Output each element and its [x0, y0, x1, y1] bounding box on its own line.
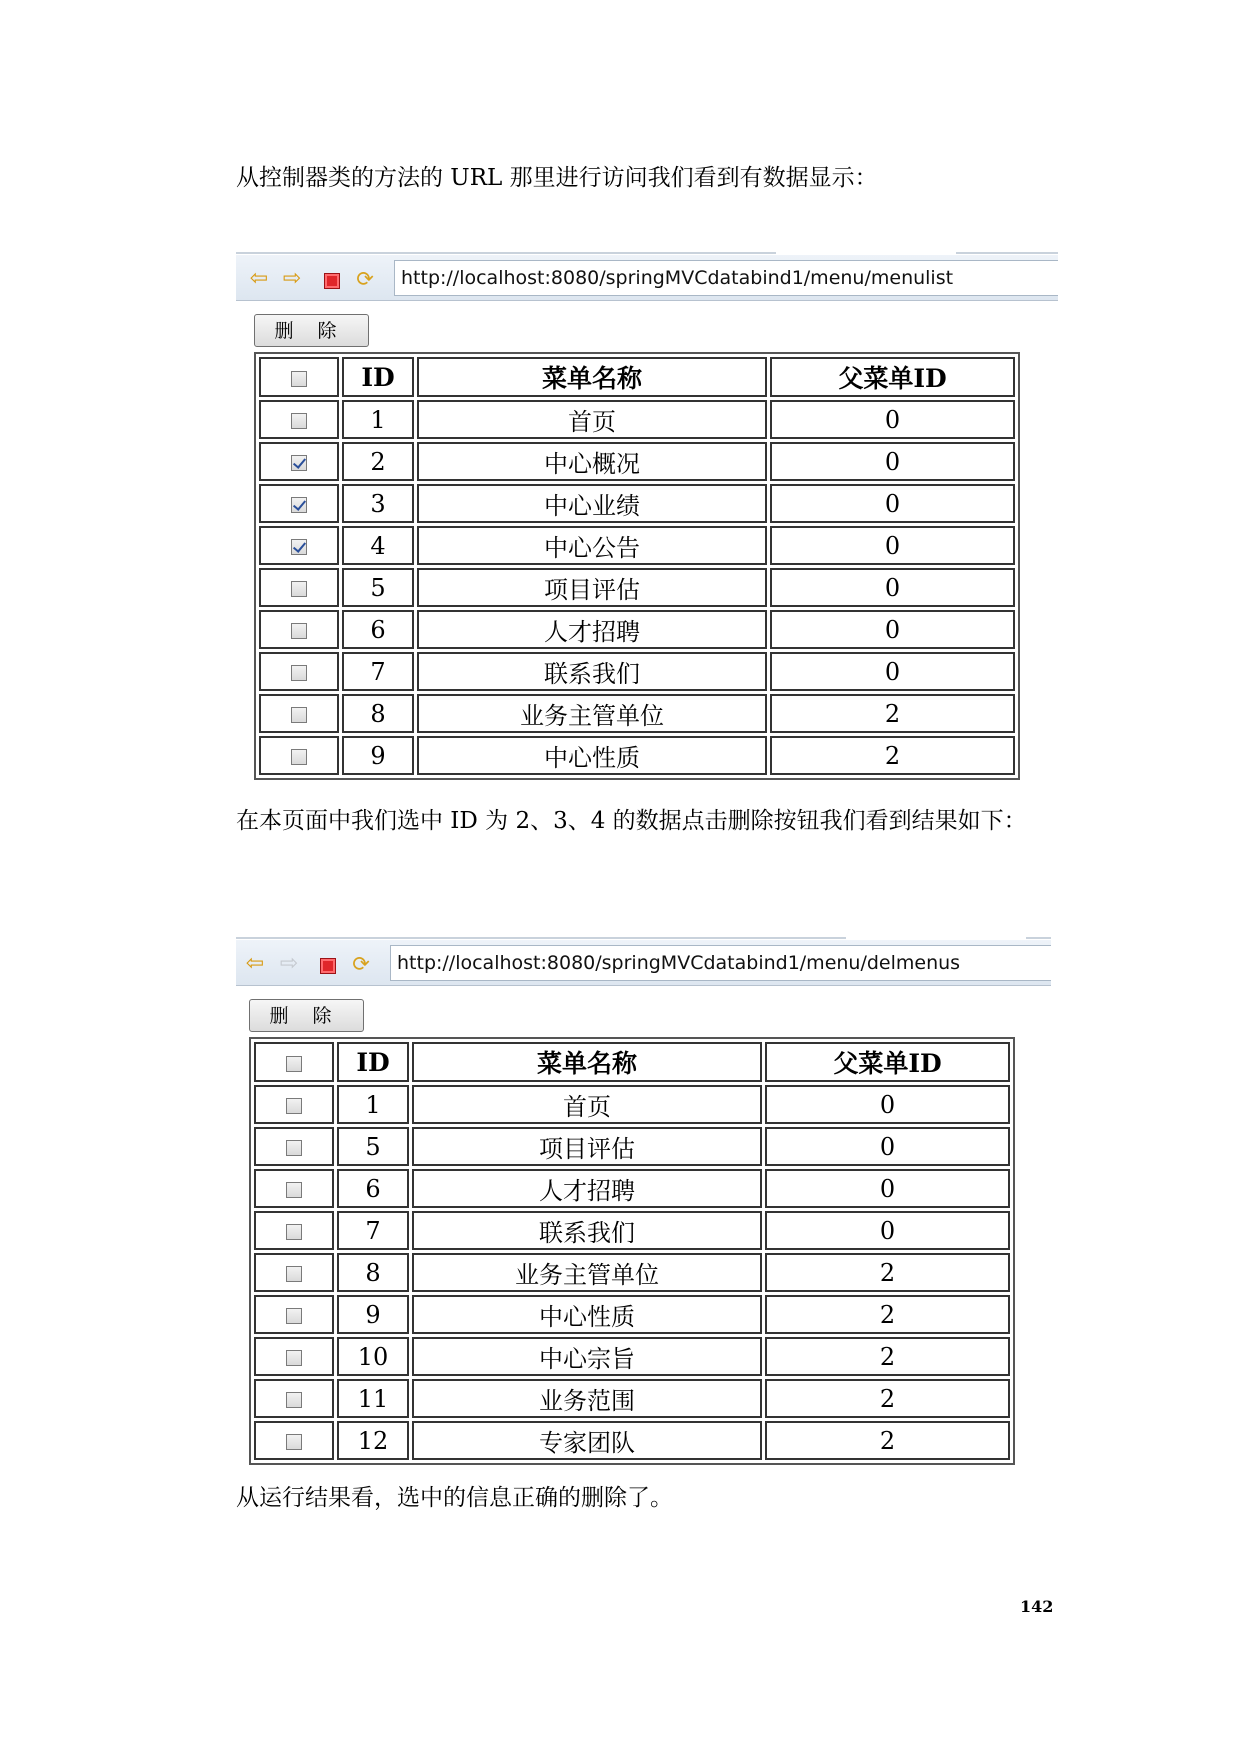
header-menu-name: 菜单名称 [412, 1042, 762, 1082]
row-parent-id-cell: 0 [770, 400, 1015, 439]
row-select-cell[interactable] [259, 736, 339, 775]
header-menu-name: 菜单名称 [417, 357, 767, 397]
row-name-cell: 中心宗旨 [412, 1337, 762, 1376]
row-select-cell[interactable] [254, 1421, 334, 1460]
row-id-cell: 1 [337, 1085, 409, 1124]
stop-icon[interactable] [320, 958, 336, 974]
row-name-cell: 中心业绩 [417, 484, 767, 523]
row-parent-id-cell: 0 [770, 568, 1015, 607]
row-id-cell: 5 [337, 1127, 409, 1166]
row-name-cell: 中心性质 [417, 736, 767, 775]
row-parent-id-cell: 0 [770, 610, 1015, 649]
row-id-cell: 9 [337, 1295, 409, 1334]
row-checkbox[interactable] [291, 539, 307, 555]
row-checkbox[interactable] [286, 1392, 302, 1408]
menu-table [254, 352, 1020, 780]
table-row [254, 1337, 1010, 1376]
row-id-cell: 7 [337, 1211, 409, 1250]
row-parent-id-cell: 0 [765, 1169, 1010, 1208]
stop-icon[interactable] [324, 273, 340, 289]
row-id-cell: 6 [337, 1169, 409, 1208]
row-select-cell[interactable] [259, 652, 339, 691]
row-checkbox[interactable] [286, 1098, 302, 1114]
row-name-cell: 中心公告 [417, 526, 767, 565]
row-checkbox[interactable] [286, 1308, 302, 1324]
paragraph-intro: 从控制器类的方法的 URL 那里进行访问我们看到有数据显示： [236, 165, 878, 191]
table-row [254, 1295, 1010, 1334]
row-parent-id-cell: 0 [765, 1085, 1010, 1124]
row-select-cell[interactable] [254, 1253, 334, 1292]
row-parent-id-cell: 0 [770, 442, 1015, 481]
row-select-cell[interactable] [259, 694, 339, 733]
row-name-cell: 业务主管单位 [417, 694, 767, 733]
table-row [254, 1085, 1010, 1124]
row-id-cell: 9 [342, 736, 414, 775]
row-id-cell: 5 [342, 568, 414, 607]
row-parent-id-cell: 0 [765, 1127, 1010, 1166]
row-name-cell: 联系我们 [412, 1211, 762, 1250]
table-row [254, 1421, 1010, 1460]
table-row [259, 400, 1015, 439]
row-id-cell: 1 [342, 400, 414, 439]
row-checkbox[interactable] [291, 749, 307, 765]
row-select-cell[interactable] [254, 1379, 334, 1418]
browser-toolbar [236, 940, 1051, 986]
row-id-cell: 12 [337, 1421, 409, 1460]
select-all-cell[interactable] [254, 1042, 334, 1082]
row-checkbox[interactable] [291, 623, 307, 639]
menu-table [249, 1037, 1015, 1465]
row-checkbox[interactable] [286, 1140, 302, 1156]
row-parent-id-cell: 2 [770, 694, 1015, 733]
table-row [254, 1169, 1010, 1208]
row-name-cell: 中心性质 [412, 1295, 762, 1334]
forward-arrow-icon[interactable]: ⇨ [279, 951, 299, 976]
row-parent-id-cell: 0 [770, 526, 1015, 565]
table-row [254, 1127, 1010, 1166]
row-select-cell[interactable] [259, 568, 339, 607]
row-name-cell: 专家团队 [412, 1421, 762, 1460]
table-row [259, 526, 1015, 565]
back-arrow-icon[interactable]: ⇦ [245, 951, 265, 976]
row-checkbox[interactable] [291, 455, 307, 471]
table-row [259, 736, 1015, 775]
row-name-cell: 人才招聘 [417, 610, 767, 649]
row-name-cell: 联系我们 [417, 652, 767, 691]
paragraph-conclusion: 从运行结果看，选中的信息正确的删除了。 [236, 1485, 673, 1511]
row-id-cell: 4 [342, 526, 414, 565]
row-parent-id-cell: 2 [765, 1379, 1010, 1418]
table-row [259, 442, 1015, 481]
header-parent-id: 父菜单ID [765, 1042, 1010, 1082]
row-parent-id-cell: 2 [765, 1295, 1010, 1334]
table-header-row [254, 1042, 1010, 1082]
row-checkbox[interactable] [286, 1224, 302, 1240]
row-name-cell: 首页 [412, 1085, 762, 1124]
header-id: ID [337, 1042, 409, 1082]
row-parent-id-cell: 2 [765, 1253, 1010, 1292]
row-id-cell: 7 [342, 652, 414, 691]
browser-toolbar [236, 255, 1058, 301]
page-number: 142 [1020, 1597, 1054, 1616]
row-select-cell[interactable] [259, 526, 339, 565]
header-id: ID [342, 357, 414, 397]
paragraph-selection: 在本页面中我们选中 ID 为 2、3、4 的数据点击删除按钮我们看到结果如下： [236, 808, 1027, 834]
table-row [259, 484, 1015, 523]
refresh-icon[interactable]: ⟳ [352, 952, 370, 976]
table-row [259, 652, 1015, 691]
table-header-row [259, 357, 1015, 397]
row-select-cell[interactable] [254, 1337, 334, 1376]
row-select-cell[interactable] [254, 1211, 334, 1250]
row-name-cell: 人才招聘 [412, 1169, 762, 1208]
row-name-cell: 中心概况 [417, 442, 767, 481]
row-select-cell[interactable] [259, 484, 339, 523]
delete-button[interactable]: 删除 [254, 314, 369, 347]
row-id-cell: 8 [337, 1253, 409, 1292]
refresh-icon[interactable]: ⟳ [356, 267, 374, 291]
row-select-cell[interactable] [259, 400, 339, 439]
row-checkbox[interactable] [291, 665, 307, 681]
row-id-cell: 11 [337, 1379, 409, 1418]
row-id-cell: 10 [337, 1337, 409, 1376]
select-all-checkbox[interactable] [286, 1056, 302, 1072]
row-select-cell[interactable] [259, 442, 339, 481]
row-checkbox[interactable] [291, 581, 307, 597]
row-select-cell[interactable] [254, 1295, 334, 1334]
delete-button[interactable]: 删除 [249, 999, 364, 1032]
row-select-cell[interactable] [254, 1127, 334, 1166]
row-checkbox[interactable] [286, 1434, 302, 1450]
row-checkbox[interactable] [291, 497, 307, 513]
table-row [254, 1253, 1010, 1292]
browser-screenshot-menulist [236, 252, 1058, 772]
table-row [259, 568, 1015, 607]
row-parent-id-cell: 0 [765, 1211, 1010, 1250]
row-parent-id-cell: 2 [765, 1337, 1010, 1376]
row-checkbox[interactable] [291, 707, 307, 723]
row-parent-id-cell: 2 [770, 736, 1015, 775]
row-select-cell[interactable] [259, 610, 339, 649]
row-id-cell: 3 [342, 484, 414, 523]
table-row [254, 1211, 1010, 1250]
row-checkbox[interactable] [291, 413, 307, 429]
row-select-cell[interactable] [254, 1085, 334, 1124]
browser-screenshot-delmenus [236, 937, 1051, 1457]
row-name-cell: 业务主管单位 [412, 1253, 762, 1292]
address-bar[interactable]: http://localhost:8080/springMVCdatabind1/menu/delmenus [390, 945, 1051, 981]
row-id-cell: 2 [342, 442, 414, 481]
address-bar[interactable]: http://localhost:8080/springMVCdatabind1/menu/menulist [394, 260, 1058, 296]
row-name-cell: 业务范围 [412, 1379, 762, 1418]
table-row [259, 610, 1015, 649]
row-parent-id-cell: 2 [765, 1421, 1010, 1460]
row-parent-id-cell: 0 [770, 652, 1015, 691]
row-name-cell: 项目评估 [412, 1127, 762, 1166]
row-id-cell: 8 [342, 694, 414, 733]
row-id-cell: 6 [342, 610, 414, 649]
row-checkbox[interactable] [286, 1266, 302, 1282]
row-checkbox[interactable] [286, 1182, 302, 1198]
forward-arrow-icon[interactable]: ⇨ [282, 266, 302, 291]
select-all-cell[interactable] [259, 357, 339, 397]
select-all-checkbox[interactable] [291, 371, 307, 387]
row-checkbox[interactable] [286, 1350, 302, 1366]
row-select-cell[interactable] [254, 1169, 334, 1208]
header-parent-id: 父菜单ID [770, 357, 1015, 397]
row-name-cell: 首页 [417, 400, 767, 439]
row-name-cell: 项目评估 [417, 568, 767, 607]
back-arrow-icon[interactable]: ⇦ [249, 266, 269, 291]
row-parent-id-cell: 0 [770, 484, 1015, 523]
table-row [259, 694, 1015, 733]
table-row [254, 1379, 1010, 1418]
